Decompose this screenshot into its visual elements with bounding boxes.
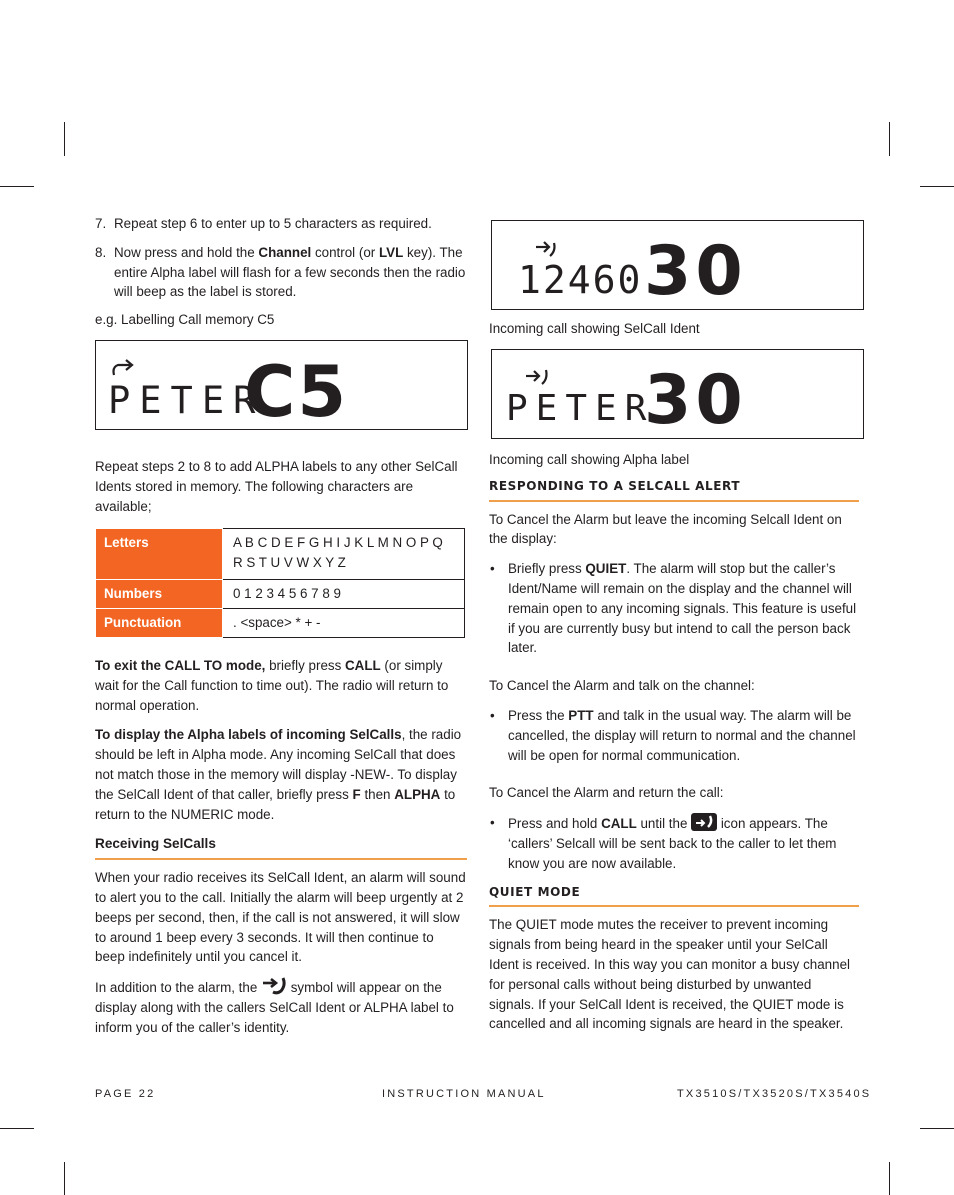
lcd-svg <box>96 341 467 429</box>
crop-mark <box>0 1128 34 1129</box>
talk-intro: To Cancel the Alarm and talk on the channel: <box>489 678 755 694</box>
left-column <box>95 214 467 340</box>
table-value-letters: A B C D E F G H I J K L M N O P Q R S T U V W X Y Z <box>223 529 465 580</box>
receiving-paragraph: When your radio receives its SelCall Ident, an alarm will sound to alert you to the call. Initially the alarm will beep urgently at 2 beeps per second, then, if the call is not answered, it will slow to around 1 beep every 3 seconds. It will then continue to beep indefinitely until you cancel it. <box>95 870 466 965</box>
bullet-text: and talk in the usual way. The alarm will be cancelled, the display will return to normal and the channel will be open for normal communication. <box>508 707 856 763</box>
lcd-svg <box>492 221 863 309</box>
bullet-text: Press and hold <box>508 816 602 832</box>
footer-model: TX3510S/TX3520S/TX3540S <box>677 1088 872 1100</box>
lvl-key-label: LVL <box>378 244 404 260</box>
crop-mark <box>920 1128 954 1129</box>
call-arrow-icon <box>261 977 287 995</box>
left-column-lower <box>95 457 467 1048</box>
display-text: , the radio should be left in Alpha mode. Any incoming SelCall that does not match those in the memory will display -NEW-. To display the SelCall Ident of that caller, briefly press <box>95 727 462 802</box>
table-row <box>96 580 465 609</box>
lcd-channel-text: C5 <box>244 351 349 429</box>
right-column <box>489 450 859 1044</box>
step-8 <box>95 243 467 302</box>
bullet-text: . The alarm will stop but the caller’s Ident/Name will remain on the display and the channel will remain open to any incoming signals. This feature is useful if you are currently busy but intend to call the person back later. <box>508 561 857 656</box>
f-key-label: F <box>352 786 361 802</box>
crop-mark <box>0 186 34 187</box>
lcd-channel-text: 30 <box>644 232 747 309</box>
display-alpha-paragraph <box>95 725 467 824</box>
display-bold: To display the Alpha labels of incoming SelCalls <box>95 727 402 743</box>
ptt-key-label: PTT <box>568 707 594 723</box>
symbol-text: symbol will appear on the display along with the callers SelCall Ident or ALPHA label to inform you of the caller’s identity. <box>95 980 454 1035</box>
exit-bold: To exit the CALL TO mode, <box>95 657 266 673</box>
channel-key-label: Channel <box>258 244 312 260</box>
step-text: Repeat step 6 to enter up to 5 characters as required. <box>114 216 432 231</box>
return-call-icon <box>691 813 717 831</box>
table-row <box>96 529 465 580</box>
cancel-intro: To Cancel the Alarm but leave the incoming Selcall Ident on the display: <box>489 511 842 547</box>
lcd-alpha-text: PETER <box>108 379 265 422</box>
example-caption: e.g. Labelling Call memory C5 <box>95 312 275 328</box>
lcd-channel-text: 30 <box>644 361 747 438</box>
lcd-display-selcall-ident <box>491 220 864 310</box>
bullet-dot: • <box>490 707 495 723</box>
symbol-paragraph <box>95 977 467 1037</box>
footer-page-number: PAGE 22 <box>95 1088 156 1100</box>
footer-title: INSTRUCTION MANUAL <box>382 1088 546 1100</box>
lcd-display-alpha-label <box>491 349 864 439</box>
bullet-text: Press the <box>508 707 569 723</box>
lcd-ident-text: 12460 <box>518 258 643 302</box>
incoming-call-icon <box>526 370 547 384</box>
lcd-display-peter-c5 <box>95 340 468 430</box>
quiet-paragraph: The QUIET mode mutes the receiver to prevent incoming signals from being heard in the speaker until your SelCall Ident is received. In this way you can monitor a busy channel for personal calls without being disturbed by unwanted signals. If your SelCall Ident is received, the QUIET mode is cancelled and all incoming signals are heard in the speaker. <box>489 917 850 1032</box>
display-text: to return to the NUMERIC mode. <box>95 786 456 822</box>
step-7 <box>95 214 467 234</box>
lcd-alpha-text: PETER <box>506 388 655 429</box>
alpha-key-label: ALPHA <box>394 786 441 802</box>
crop-mark <box>64 1162 65 1195</box>
exit-text: briefly press <box>265 657 345 673</box>
step-text: Now press and hold the <box>114 244 259 260</box>
quiet-mode-heading: QUIET MODE <box>489 883 859 908</box>
crop-mark <box>920 186 954 187</box>
bullet-ptt <box>489 706 859 765</box>
bullet-text: Briefly press <box>508 561 586 577</box>
repeat-paragraph: Repeat steps 2 to 8 to add ALPHA labels to any other SelCall Idents stored in memory. The following characters are available; <box>95 459 458 514</box>
symbol-text: In addition to the alarm, the <box>95 980 261 996</box>
table-value-punctuation: . <space> * + - <box>223 609 465 638</box>
incoming-call-icon <box>536 242 555 256</box>
call-key-label: CALL <box>345 657 381 673</box>
call-key-label: CALL <box>601 816 637 832</box>
bullet-quiet <box>489 559 859 658</box>
lcd-svg <box>492 350 863 438</box>
quiet-key-label: QUIET <box>585 561 627 577</box>
crop-mark <box>889 122 890 156</box>
crop-mark <box>889 1162 890 1195</box>
call-arrow-icon <box>114 360 133 375</box>
characters-table <box>95 528 465 638</box>
return-intro: To Cancel the Alarm and return the call: <box>489 785 724 801</box>
display-text: then <box>360 786 395 802</box>
table-label-punctuation: Punctuation <box>96 609 223 638</box>
bullet-dot: • <box>490 815 495 831</box>
table-label-letters: Letters <box>96 529 223 580</box>
lcd2-caption: Incoming call showing SelCall Ident <box>489 321 700 336</box>
table-value-numbers: 0 1 2 3 4 5 6 7 8 9 <box>223 580 465 609</box>
bullet-text: icon appears. The ‘callers’ Selcall will be sent back to the caller to let them know you are now available. <box>508 816 837 871</box>
exit-paragraph <box>95 656 467 715</box>
lcd3-caption: Incoming call showing Alpha label <box>489 452 690 467</box>
bullet-call <box>489 813 859 873</box>
crop-mark <box>64 122 65 156</box>
bullet-dot: • <box>490 561 495 577</box>
exit-text: (or simply wait for the Call function to time out). The radio will return to normal operation. <box>95 657 449 713</box>
responding-heading: RESPONDING TO A SELCALL ALERT <box>489 477 859 502</box>
step-number: 7. <box>95 216 107 231</box>
receiving-selcalls-heading: Receiving SelCalls <box>95 834 467 860</box>
step-text: key). The entire Alpha label will flash for a few seconds then the radio will beep as the label is stored. <box>114 244 466 300</box>
table-label-numbers: Numbers <box>96 580 223 609</box>
table-row <box>96 609 465 638</box>
step-text: control (or <box>311 244 379 260</box>
step-number: 8. <box>95 244 107 260</box>
bullet-text: until the <box>636 816 692 832</box>
